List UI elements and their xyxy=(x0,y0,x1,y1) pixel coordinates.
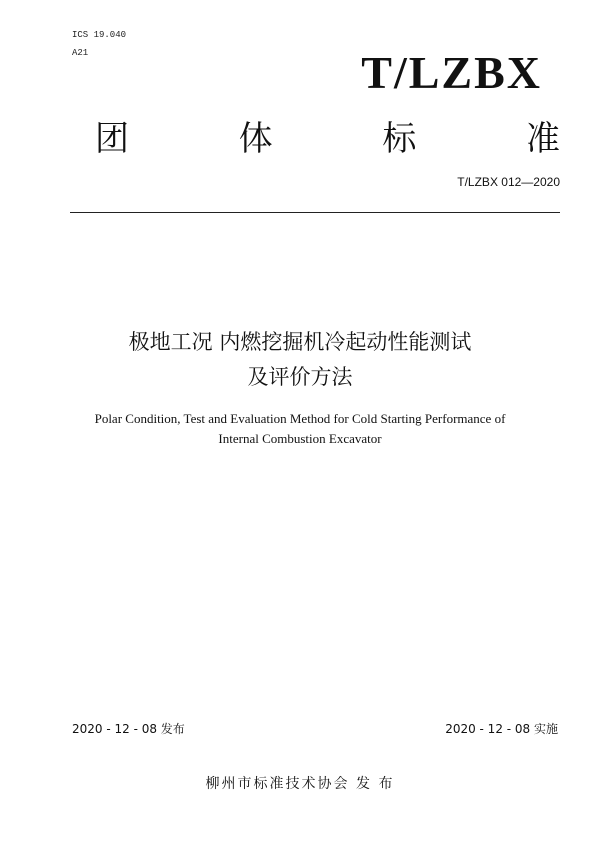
title-char: 准 xyxy=(525,119,560,159)
english-title-line-1: Polar Condition, Test and Evaluation Method for Cold Starting Performance of xyxy=(94,411,506,426)
chinese-title-line-1: 极地工况 内燃挖掘机冷起动性能测试 xyxy=(128,330,472,354)
ics-code: ICS 19.040 xyxy=(72,30,127,40)
ccs-code: A21 xyxy=(72,48,89,58)
group-standard-title xyxy=(95,119,560,159)
title-char: 标 xyxy=(382,119,417,159)
issuing-organization: 柳州市标准技术协会 发 布 xyxy=(205,776,395,792)
header-divider xyxy=(70,212,560,213)
implement-date: 2020 - 12 - 08 实施 xyxy=(445,722,558,736)
title-char: 体 xyxy=(238,119,273,159)
title-char: 团 xyxy=(95,119,129,159)
chinese-title-line-2: 及评价方法 xyxy=(247,365,353,389)
standard-number: T/LZBX 012—2020 xyxy=(457,175,560,189)
publish-date: 2020 - 12 - 08 发布 xyxy=(72,722,185,736)
standard-mark: T/LZBX xyxy=(361,47,542,98)
english-title-line-2: Internal Combustion Excavator xyxy=(218,431,382,446)
